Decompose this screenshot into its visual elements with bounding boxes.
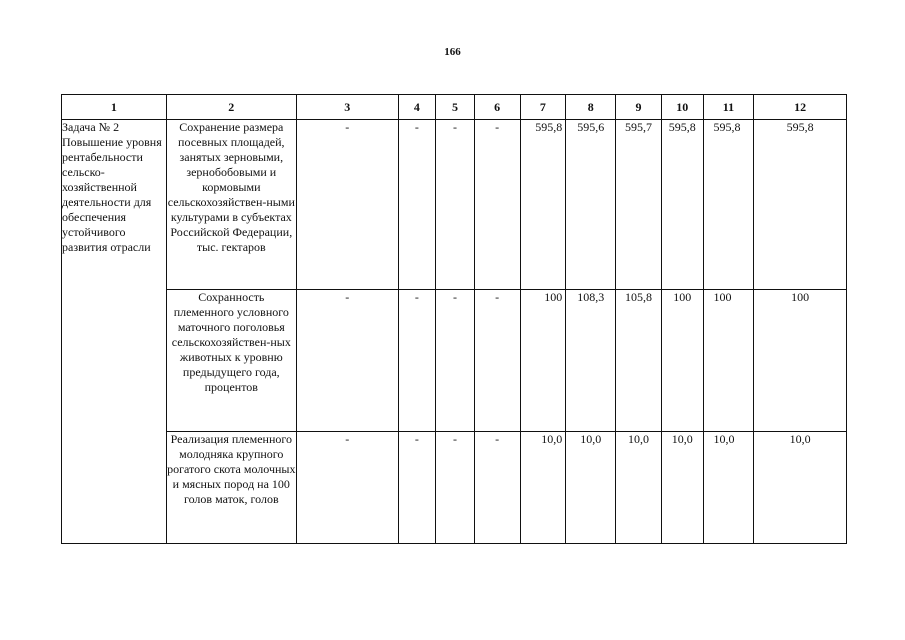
page-number: 166 [444, 46, 461, 58]
value-cell: 595,6 [566, 120, 616, 290]
value-cell: 100 [754, 290, 847, 432]
column-header: 9 [616, 95, 662, 120]
value-cell: - [296, 432, 398, 544]
column-header: 3 [296, 95, 398, 120]
header-row [62, 95, 847, 120]
value-cell: 10,0 [520, 432, 566, 544]
column-header: 5 [436, 95, 475, 120]
value-cell: - [474, 290, 520, 432]
value-cell: 10,0 [616, 432, 662, 544]
value-cell: 105,8 [616, 290, 662, 432]
value-cell: - [398, 120, 436, 290]
column-header: 6 [474, 95, 520, 120]
column-header: 7 [520, 95, 566, 120]
value-cell: 10,0 [566, 432, 616, 544]
value-cell: - [474, 120, 520, 290]
value-cell: - [296, 290, 398, 432]
value-cell: 595,8 [754, 120, 847, 290]
value-cell: - [436, 290, 475, 432]
column-header: 12 [754, 95, 847, 120]
indicator-cell: Реализация племенного молодняка крупного рогатого скота молочных и мясных пород на 100 голов маток, голов [166, 432, 296, 544]
value-cell: - [474, 432, 520, 544]
value-cell: 10,0 [703, 432, 754, 544]
value-cell: 595,7 [616, 120, 662, 290]
task-cell: Задача № 2 Повышение уровня рентабельности сельско-хозяйственной деятельности для обеспечения устойчивого развития отрасли [62, 120, 167, 544]
column-header: 2 [166, 95, 296, 120]
value-cell: 100 [703, 290, 754, 432]
value-cell: - [436, 120, 475, 290]
column-header: 8 [566, 95, 616, 120]
table-row [62, 120, 847, 290]
value-cell: 108,3 [566, 290, 616, 432]
value-cell: - [398, 432, 436, 544]
value-cell: 100 [520, 290, 566, 432]
value-cell: 595,8 [520, 120, 566, 290]
value-cell: - [296, 120, 398, 290]
column-header: 4 [398, 95, 436, 120]
value-cell: 100 [661, 290, 703, 432]
table-row [62, 290, 847, 432]
value-cell: 595,8 [703, 120, 754, 290]
table-row [62, 432, 847, 544]
indicator-cell: Сохранение размера посевных площадей, занятых зерновыми, зернобобовыми и кормовыми сельскохозяйствен-ными культурами в субъектах Российской Федерации, тыс. гектаров [166, 120, 296, 290]
value-cell: 10,0 [754, 432, 847, 544]
indicators-table [61, 94, 847, 544]
value-cell: - [436, 432, 475, 544]
column-header: 11 [703, 95, 754, 120]
value-cell: - [398, 290, 436, 432]
value-cell: 10,0 [661, 432, 703, 544]
column-header: 10 [661, 95, 703, 120]
column-header: 1 [62, 95, 167, 120]
value-cell: 595,8 [661, 120, 703, 290]
indicator-cell: Сохранность племенного условного маточного поголовья сельскохозяйствен-ных животных к уровню предыдущего года, процентов [166, 290, 296, 432]
